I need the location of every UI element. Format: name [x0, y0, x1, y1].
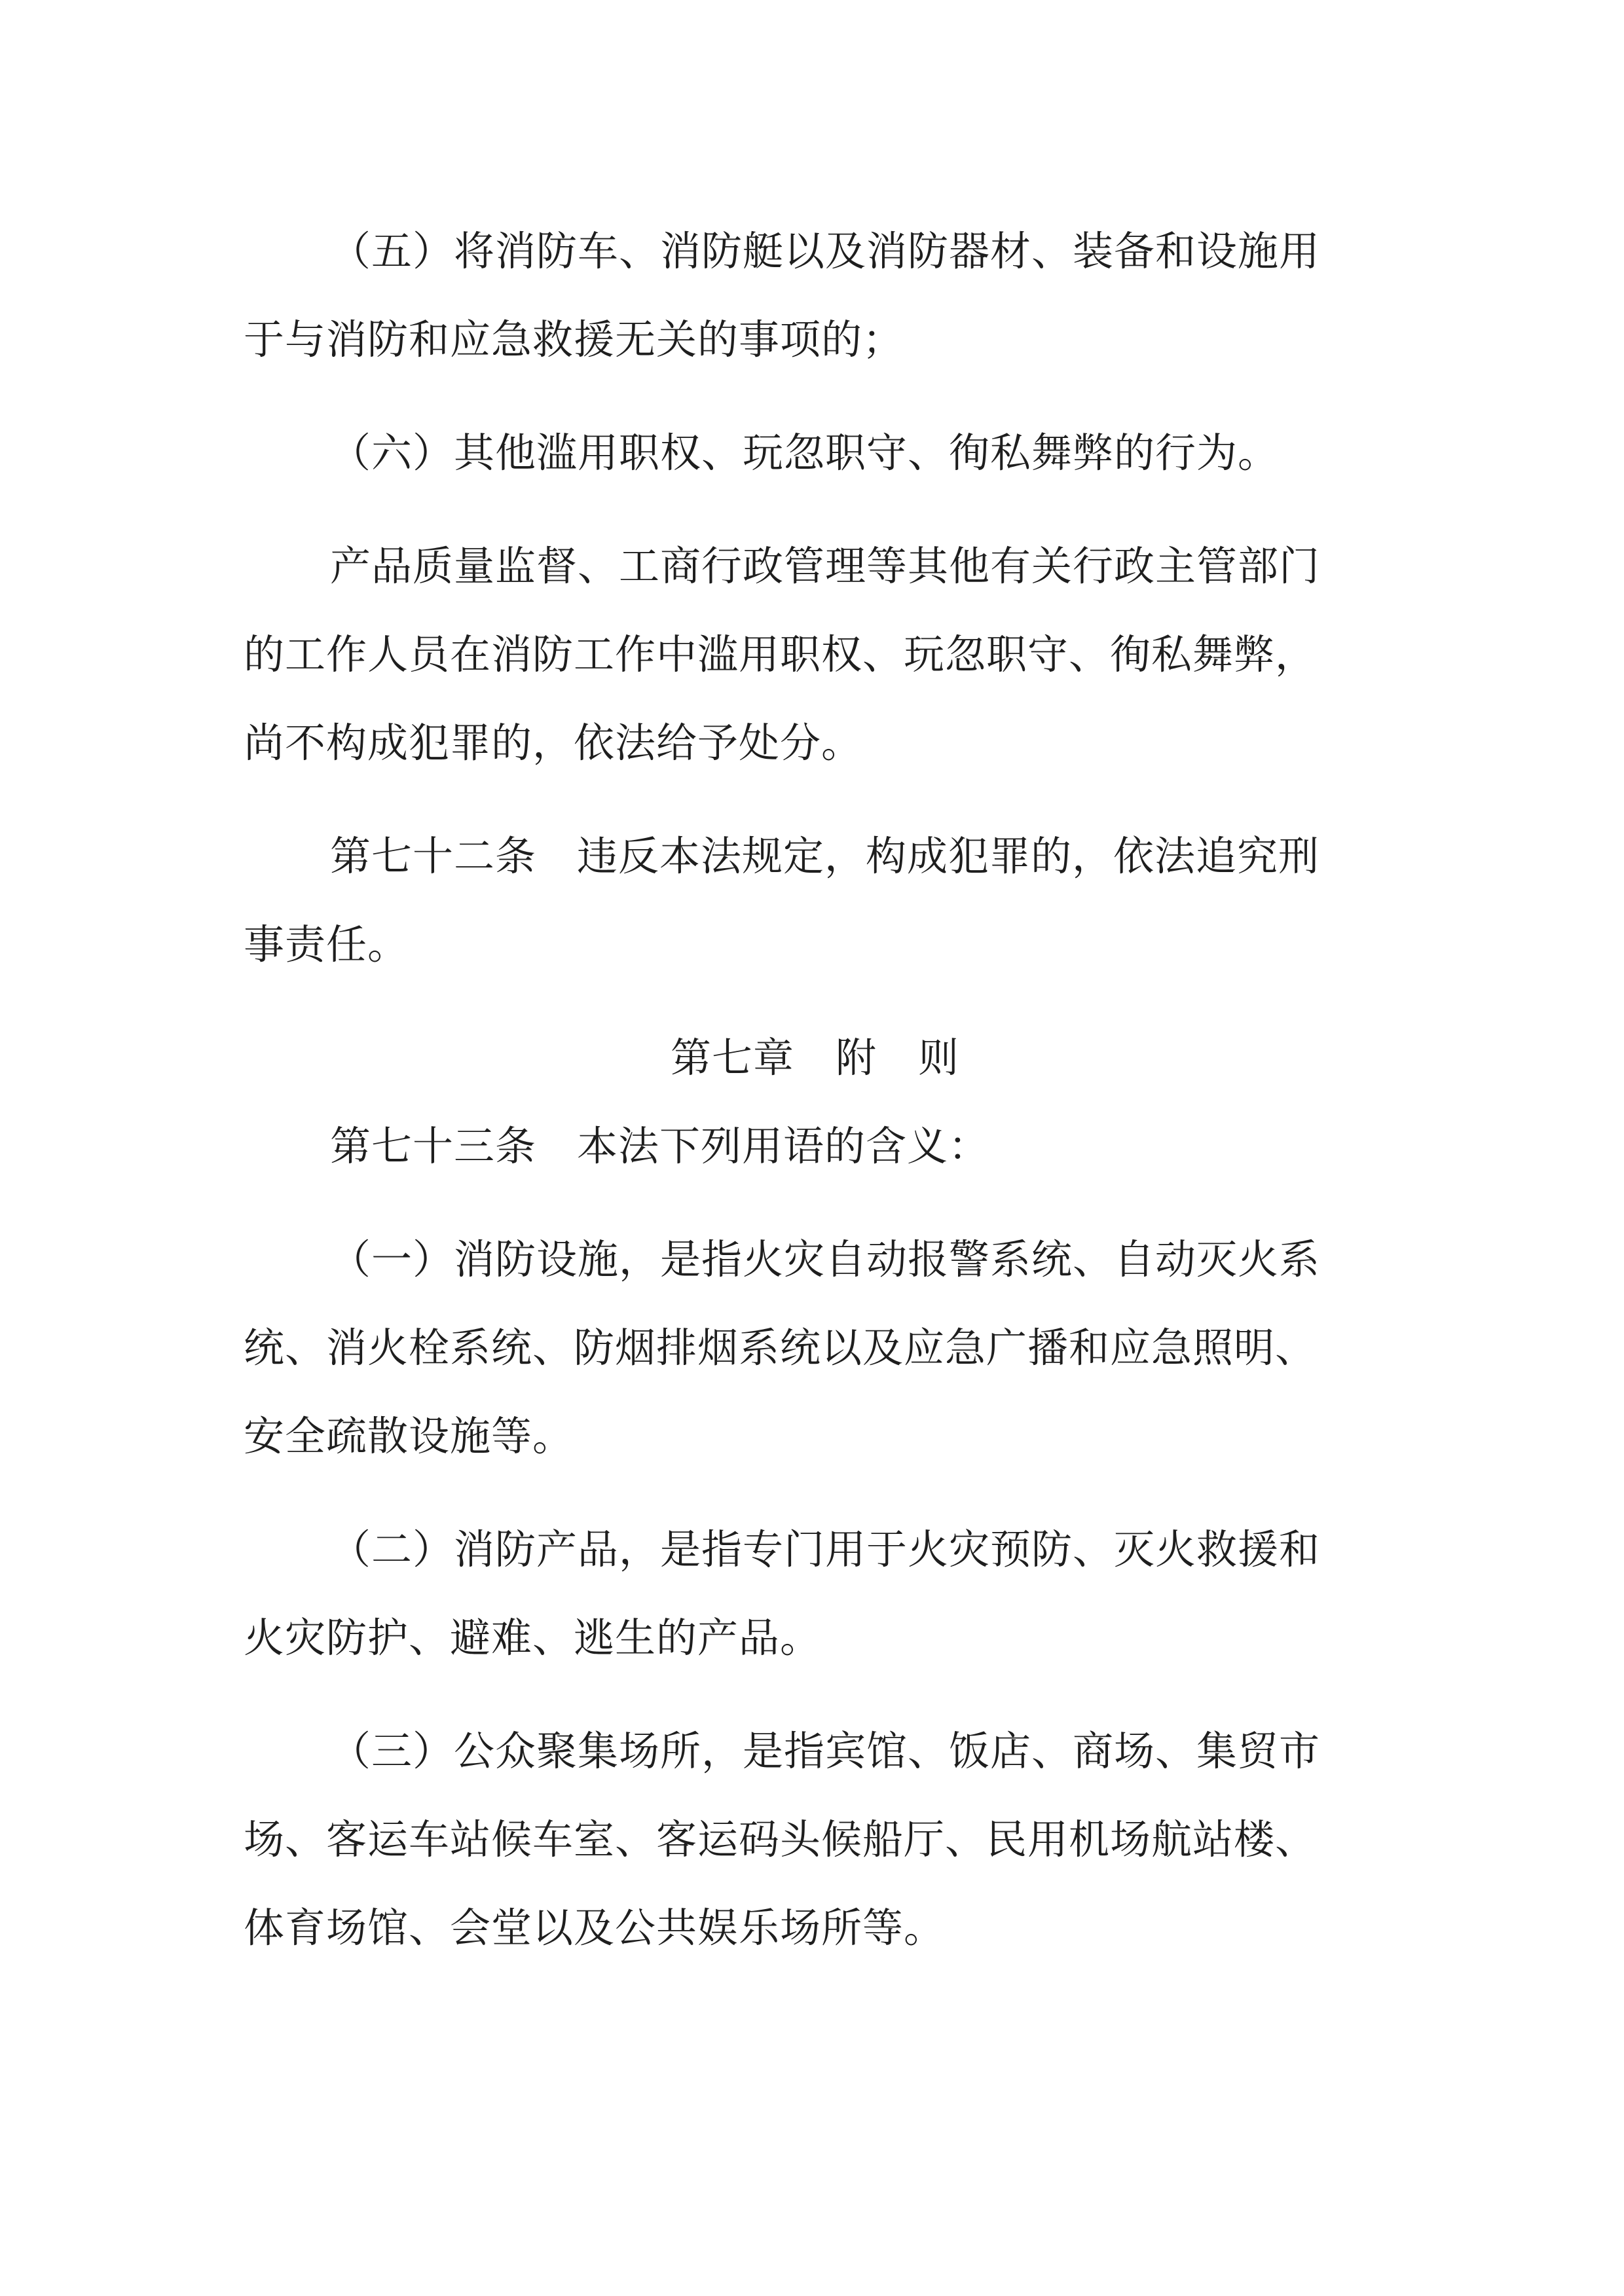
- text-line: 尚不构成犯罪的，依法给予处分。: [244, 719, 863, 767]
- paragraph-other-departments: [244, 522, 1386, 787]
- article-number: 第七十二条: [330, 832, 537, 880]
- article-73-item-2: [244, 1505, 1386, 1682]
- text-line: （六）其他滥用职权、玩忽职守、徇私舞弊的行为。: [330, 429, 1280, 477]
- text-line: 于与消防和应急救援无关的事项的；: [244, 316, 904, 363]
- text-line: [244, 812, 1386, 900]
- text-line: （三）公众聚集场所，是指宾馆、饭店、商场、集贸市: [330, 1727, 1321, 1775]
- document-page: [244, 207, 1386, 1972]
- text-line: 的工作人员在消防工作中滥用职权、玩忽职守、徇私舞弊，: [244, 630, 1317, 678]
- paragraph-item-5: [244, 207, 1386, 384]
- text-line: 体育场馆、会堂以及公共娱乐场所等。: [244, 1904, 946, 1952]
- paragraph-item-6: [244, 409, 1386, 497]
- article-73-item-1: [244, 1215, 1386, 1480]
- text-line: （一）消防设施，是指火灾自动报警系统、自动灭火系: [330, 1235, 1321, 1283]
- article-text: 本法下列用语的含义：: [577, 1122, 990, 1170]
- text-line: 统、消火栓系统、防烟排烟系统以及应急广播和应急照明、: [244, 1324, 1317, 1372]
- text-line: 场、客运车站候车室、客运码头候船厅、民用机场航站楼、: [244, 1815, 1317, 1863]
- article-72: [244, 812, 1386, 989]
- chapter-heading: 第七章 附 则: [670, 1034, 959, 1082]
- text-line: 火灾防护、避难、逃生的产品。: [244, 1614, 822, 1662]
- article-73-intro: [244, 1102, 1386, 1190]
- article-73-item-3: [244, 1707, 1386, 1972]
- article-text: 违反本法规定，构成犯罪的，依法追究刑: [577, 832, 1320, 880]
- text-line: 安全疏散设施等。: [244, 1412, 574, 1460]
- article-number: 第七十三条: [330, 1122, 537, 1170]
- text-line: 事责任。: [244, 920, 409, 968]
- text-line: （五）将消防车、消防艇以及消防器材、装备和设施用: [330, 227, 1321, 275]
- text-line: 产品质量监督、工商行政管理等其他有关行政主管部门: [330, 542, 1321, 590]
- text-line: （二）消防产品，是指专门用于火灾预防、灭火救援和: [330, 1525, 1321, 1573]
- text-line: [244, 1102, 1386, 1190]
